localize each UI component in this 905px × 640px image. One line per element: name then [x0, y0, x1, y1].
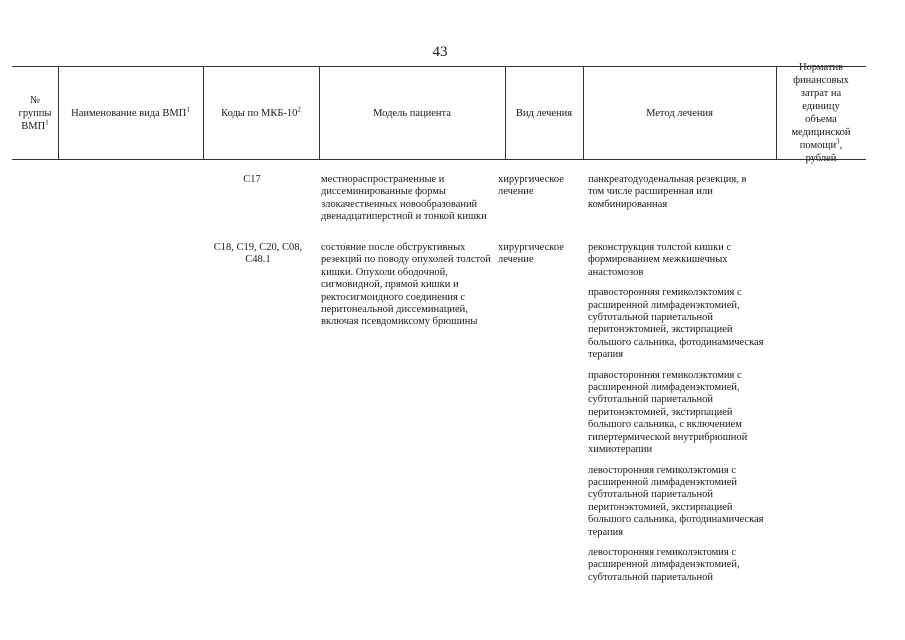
page-number: 43: [432, 44, 448, 60]
header-cost-norm: Норматив финансовых затрат на единицу объема медицинской помощи$^3$, рублей: [791, 62, 851, 164]
header-patient-model: Модель пациента: [373, 107, 451, 119]
row1-treatment-method: [588, 174, 764, 219]
header-group-no: № группы ВМП$^1$: [18, 94, 52, 132]
row1-method-item: панкреатодуоденальная резекция, в том числе расширенная или комбинированная: [588, 174, 747, 210]
row2-icd-codes: C18, C19, C20, C08, C48.1: [213, 242, 303, 266]
row2-treatment-type: хирургическое лечение: [498, 242, 564, 266]
header-treatment-type: Вид лечения: [515, 107, 573, 119]
row2-method-item: реконструкция толстой кишки с формированием межкишечных анастомозов: [588, 242, 732, 278]
row1-treatment-type: хирургическое лечение: [498, 174, 564, 198]
row2-method-item: левосторонняя гемиколэктомия с расширенной лимфаденэктомией, субтотальной париетальной: [588, 546, 740, 583]
table-header: [12, 62, 866, 164]
row2-patient-model: состояние после обструктивных резекций по поводу опухолей толстой кишки. Опухоли ободочной, сигмовидной, прямой кишки и ректосигмоидного соединения с перитонеальной диссеминацией, включая псевдомиксому брюшины: [321, 242, 491, 328]
row2-method-item: левосторонняя гемиколэктомия с расширенной лимфаденэктомией субтотальной париетальной перитонэктомией, экстирпацией большого сальника, фотодинамическая терапия: [588, 464, 764, 538]
header-vmp-name: Наименование вида ВМП$^1$: [71, 105, 190, 119]
row1-patient-model: местнораспространенные и диссеминированные формы злокачественных новообразований двенадцатиперстной и тонкой кишки: [321, 174, 487, 223]
row2-method-item: правосторонняя гемиколэктомия с расширенной лимфаденэктомией, субтотальной париетальной перитонэктомией, экстирпацией большого сальника, с включением гипертермической внутрибрюшной химиотерапии: [588, 369, 748, 456]
header-treatment-method: Метод лечения: [646, 107, 713, 119]
row1-icd-codes: C17: [243, 174, 261, 185]
row2-treatment-method: [588, 242, 770, 592]
header-icd-codes: Коды по МКБ-$10^2$: [221, 105, 301, 119]
row2-method-item: правосторонняя гемиколэктомия с расширенной лимфаденэктомией, субтотальной париетальной перитонэктомией, экстирпацией большого сальника, фотодинамическая терапия: [588, 287, 764, 361]
